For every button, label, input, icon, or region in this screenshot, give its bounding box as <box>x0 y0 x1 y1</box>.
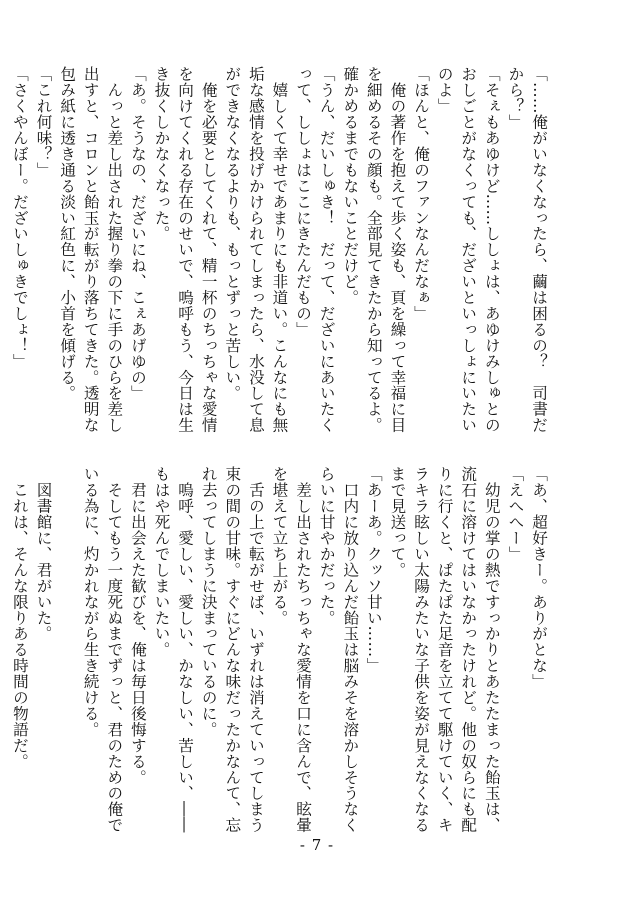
text-line: 「これ何味？」 <box>34 66 53 178</box>
text-line: 「ほんと、俺のファンなんだなぁ」 <box>412 66 431 322</box>
text-line: おしごとがなくっても、だざいといっしょにいたい <box>459 66 478 433</box>
text-line: 「……俺がいなくなったら、繭は困るの？ 司書だ <box>530 66 548 433</box>
text-line: 「さくやんぼー。だざいしゅきでしょ！」 <box>10 66 29 370</box>
text-line: これは、そんな限りある時間の物語だ。 <box>10 466 29 770</box>
text-line: 俺の著作を抱えて歩く姿も、頁を繰って幸福に目 <box>388 66 407 433</box>
text-line: 流石に溶けてはいなかったけれど。他の奴らにも配 <box>459 466 478 833</box>
text-line: 垢な感情を投げかけられてしまったら、水没して息 <box>246 66 265 433</box>
upper-text-block <box>10 66 550 451</box>
text-line: って、ししょはここにきたんだもの」 <box>294 66 313 338</box>
text-line: を向けてくれる存在のせいで、嗚呼もう、今日は生 <box>176 66 195 433</box>
text-line: 差し出されたちっちゃな愛情を口に含んで、眩暈 <box>294 466 313 833</box>
text-line: 「あ、超好きー。ありがとな」 <box>530 466 548 690</box>
text-line: 出すと、コロンと飴玉が転がり落ちてきた。透明な <box>81 66 100 433</box>
text-line: を堪えて立ち上がる。 <box>270 466 289 626</box>
text-line: 舌の上で転がせば、いずれは消えていってしまう <box>246 466 265 833</box>
text-line: 束の間の甘味。すぐにどんな味だったかなんて、忘 <box>223 466 242 833</box>
text-line: らいに甘やかだった。 <box>317 466 336 626</box>
text-line: ができなくなるよりも、もっとずっと苦しい。 <box>223 66 242 401</box>
text-line: 「えへへー」 <box>506 466 525 562</box>
lower-text-block <box>10 466 550 856</box>
text-line <box>55 466 79 856</box>
text-line: 「そぇもあゆけど……ししょは、あゆけみしゅとの <box>482 66 501 433</box>
text-line: れ去ってしまうに決まっているのに。 <box>199 466 218 738</box>
text-line: 「うん、だいしゅき！ だって、だざいにあいたく <box>317 66 336 433</box>
text-line: もはや死んでしまいたい。 <box>152 466 171 658</box>
text-line: を細めるその顔も。全部見てきたから知ってるよ。 <box>364 66 383 433</box>
text-line: き抜くしかなくなった。 <box>152 66 171 242</box>
text-line: 嗚呼、愛しい、愛しい、かなしい、苦しい、―― <box>176 466 195 833</box>
text-line: 口内に放り込んだ飴玉は脳みそを溶かしそうなく <box>341 466 360 833</box>
text-line: まで見送って。 <box>388 466 407 578</box>
page-number: - 7 - <box>299 836 335 854</box>
text-line: ラキラ眩しい太陽みたいな子供を姿が見えなくなる <box>412 466 431 833</box>
text-line: んっと差し出された握り拳の下に手のひらを差し <box>105 66 124 433</box>
text-line: 確かめるまでもないことだけど。 <box>341 66 360 306</box>
text-line: のよ」 <box>435 66 454 114</box>
text-line: 俺を必要としてくれて、精一杯のちっちゃな愛情 <box>199 66 218 433</box>
text-line: 「あーあ。クッソ甘い……」 <box>364 466 383 674</box>
text-line: 包み紙に透き通る淡い紅色に、小首を傾げる。 <box>58 66 77 401</box>
text-line: 嬉しくて幸せであまりにも非道い。こんなにも無 <box>270 66 289 433</box>
text-line: そしてもう一度死ぬまでずっと、君のための俺で <box>105 466 124 833</box>
text-line: 幼児の掌の熱ですっかりとあたたまった飴玉は、 <box>482 466 501 833</box>
text-line: 図書館に、君がいた。 <box>34 466 53 642</box>
text-line: 「あ。そうなの、だざいにね、こぇあげゆの」 <box>128 66 147 401</box>
text-line: りに行くと、ぱたぱた足音を立てて駆けていく、キ <box>435 466 454 833</box>
text-line: から？」 <box>506 66 525 130</box>
text-line: 君に出会えた歓びを、俺は毎日後悔する。 <box>128 466 147 785</box>
text-line: いる為に、灼かれながら生き続ける。 <box>81 466 100 738</box>
